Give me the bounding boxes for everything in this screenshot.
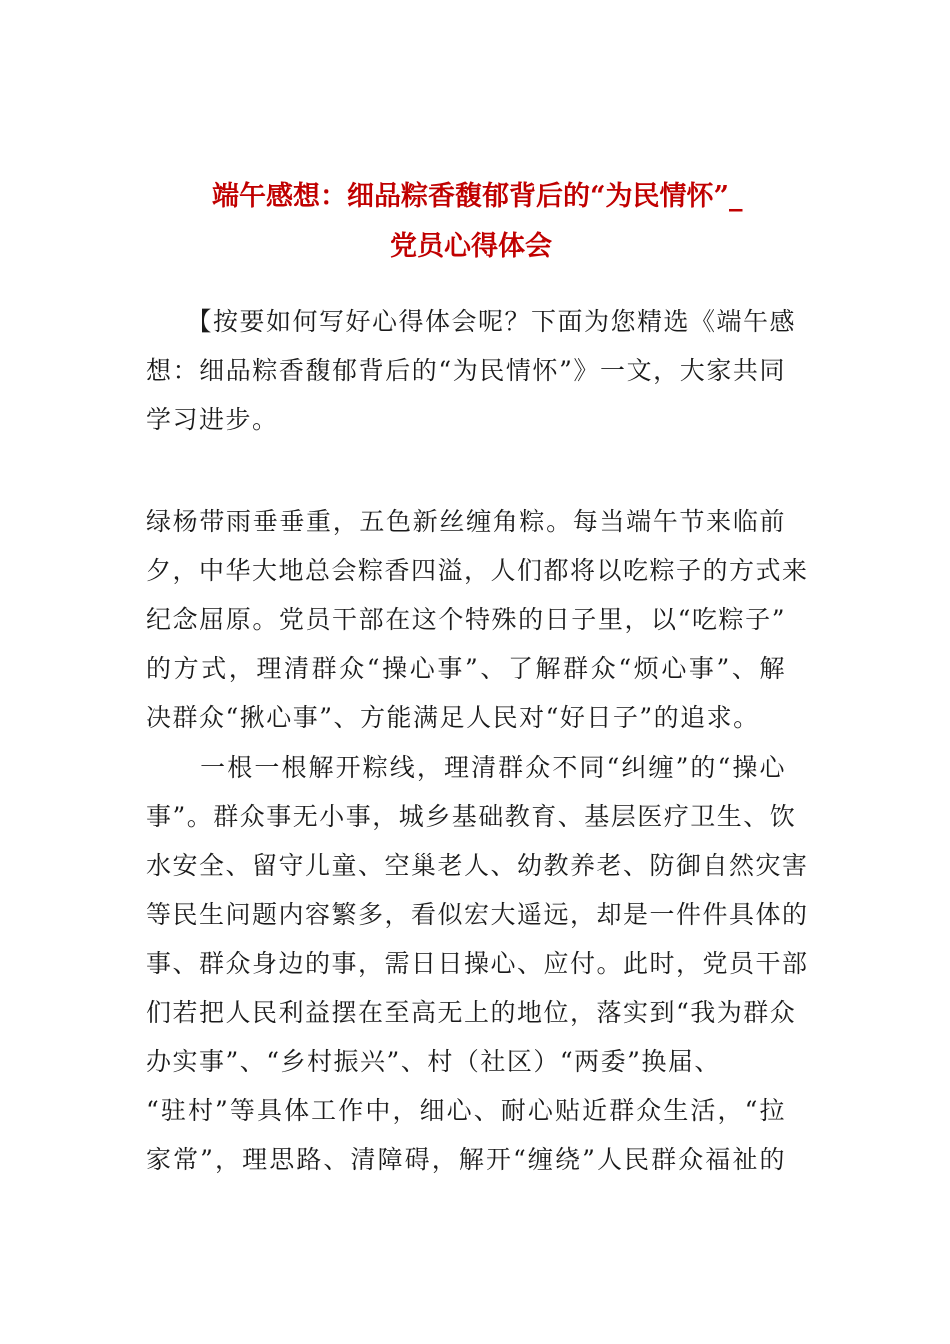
paragraph-line: 一根一根解开粽线，理清群众不同“纠缠”的“操心 [146,753,786,782]
paragraph-line: 决群众“揪心事”、方能满足人民对“好日子”的追求。 [146,703,760,732]
paragraph-line: 的方式，理清群众“操心事”、了解群众“烦心事”、解 [146,654,786,683]
paragraph-line: 绿杨带雨垂垂重，五色新丝缠角粽。每当端午节来临前 [146,507,786,536]
title-line-2: 党员心得体会 [390,231,552,262]
paragraph-line: 家常”，理思路、清障碍，解开“缠绕”人民群众福祉的 [146,1145,786,1174]
paragraph-line: 事、群众身边的事，需日日操心、应付。此时，党员干部 [146,949,809,978]
paragraph-line: 纪念屈原。党员干部在这个特殊的日子里，以“吃粽子” [146,605,786,634]
title-line-1: 端午感想：细品粽香馥郁背后的“为民情怀”_ [212,181,743,212]
intro-line: 想：细品粽香馥郁背后的“为民情怀”》一文，大家共同 [146,356,786,385]
document-title [0,172,950,272]
paragraph-line: 事”。群众事无小事，城乡基础教育、基层医疗卫生、饮 [146,802,797,831]
paragraph-line: 等民生问题内容繁多，看似宏大遥远，却是一件件具体的 [146,900,809,929]
body-paragraph-2 [146,743,809,1184]
paragraph-line: 们若把人民利益摆在至高无上的地位，落实到“我为群众 [146,998,797,1027]
paragraph-line: “驻村”等具体工作中，细心、耐心贴近群众生活，“拉 [146,1096,786,1125]
intro-line: 【按要如何写好心得体会呢？下面为您精选《端午感 [146,307,797,336]
intro-line: 学习进步。 [146,405,279,434]
intro-paragraph [146,297,797,444]
paragraph-line: 水安全、留守儿童、空巢老人、幼教养老、防御自然灾害 [146,851,809,880]
paragraph-line: 办实事”、“乡村振兴”、村（社区）“两委”换届、 [146,1047,721,1076]
paragraph-line: 夕，中华大地总会粽香四溢，人们都将以吃粽子的方式来 [146,556,809,585]
body-paragraph-1 [146,497,809,742]
